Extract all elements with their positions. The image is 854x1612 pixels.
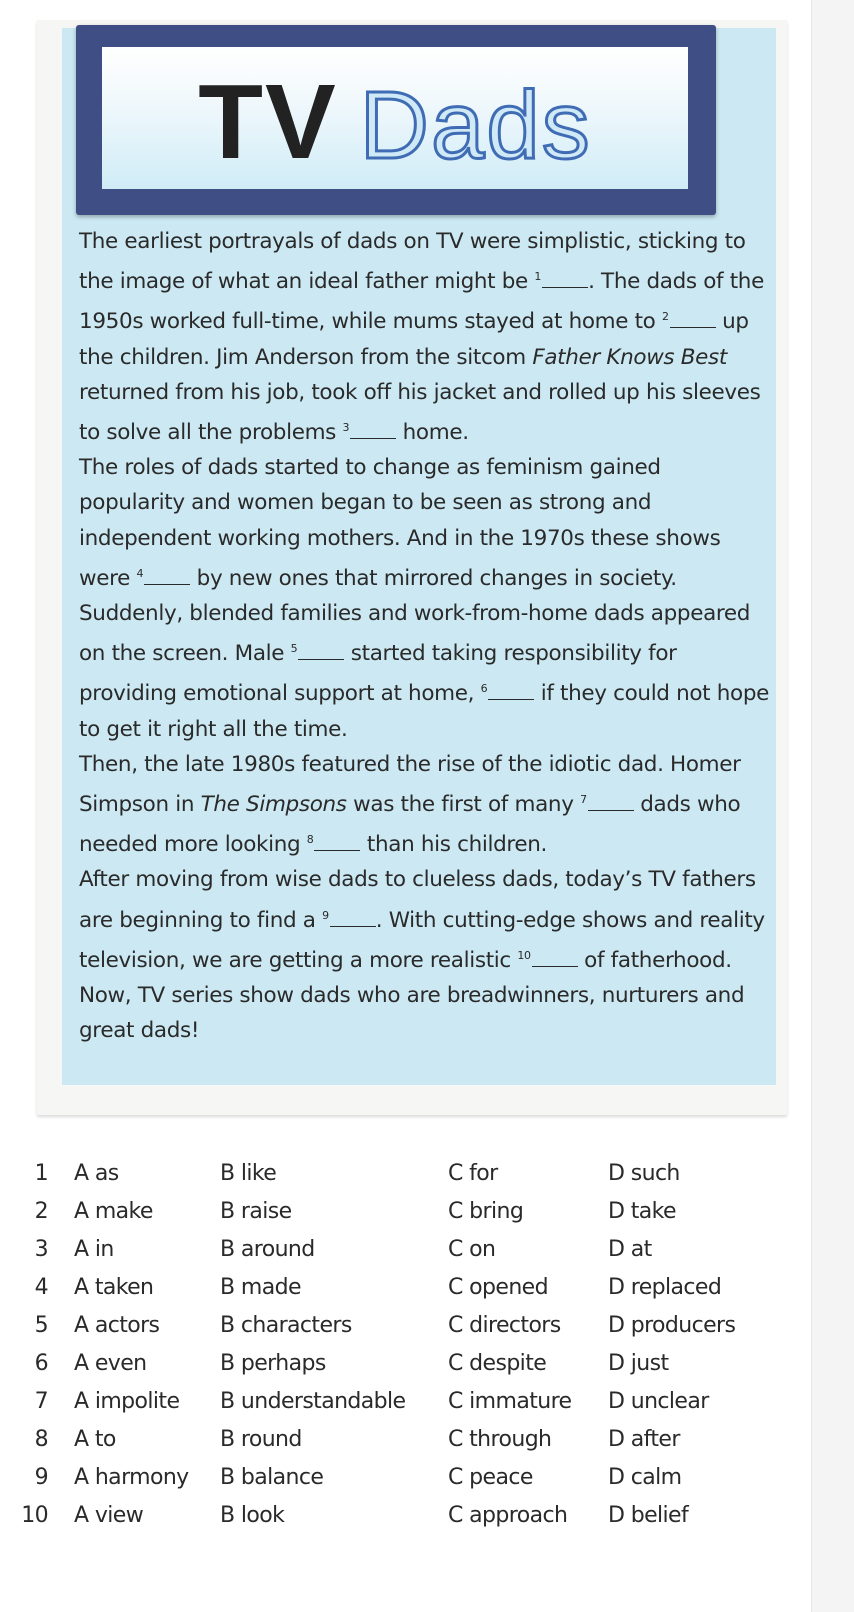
question-number: 4	[34, 1275, 48, 1300]
text-span: Then, the late 1980s featured the rise of the idiotic dad. Homer Simpson in	[79, 751, 741, 818]
option-d[interactable]: D such	[608, 1161, 680, 1186]
text-span: After moving from wise dads to clueless dads, today’s TV fathers are beginning to find a	[79, 867, 756, 933]
text-span: if they could not hope to get it right all the time.	[79, 681, 769, 742]
option-d[interactable]: D unclear	[608, 1389, 709, 1414]
question-number: 8	[34, 1427, 48, 1452]
show-title: Father Knows Best	[532, 344, 727, 370]
text-span: started taking responsibility for providing emotional support at home,	[79, 641, 677, 707]
option-b[interactable]: B around	[220, 1237, 315, 1262]
gap-number: 9	[322, 908, 329, 922]
option-d[interactable]: D at	[608, 1237, 652, 1262]
option-c[interactable]: C immature	[448, 1389, 572, 1414]
gap-number: 5	[290, 642, 298, 656]
question-number: 5	[34, 1313, 48, 1338]
gap-blank[interactable]	[542, 267, 588, 288]
show-title: The Simpsons	[200, 792, 347, 818]
question-number: 3	[34, 1237, 48, 1262]
gap-number: 8	[306, 833, 314, 847]
text-span: home.	[402, 420, 469, 446]
option-b[interactable]: B characters	[220, 1313, 352, 1338]
paragraph-4	[79, 862, 769, 1048]
gap-number: 2	[661, 310, 669, 324]
option-a[interactable]: A even	[74, 1351, 147, 1376]
gap-blank[interactable]	[350, 418, 396, 439]
gap-blank[interactable]	[532, 946, 578, 967]
option-b[interactable]: B round	[220, 1427, 302, 1452]
text-span: of fatherhood. Now, TV series show dads who are breadwinners, nurturers and great dads!	[79, 947, 745, 1044]
text-span: dads who needed more looking	[79, 792, 741, 858]
option-a[interactable]: A to	[74, 1427, 116, 1452]
text-span: returned from his job, took off his jacket and rolled up his sleeves to solve all the problems	[79, 379, 761, 446]
option-b[interactable]: B made	[220, 1275, 301, 1300]
option-d[interactable]: D belief	[608, 1503, 689, 1528]
option-c[interactable]: C for	[448, 1161, 498, 1186]
option-b[interactable]: B balance	[220, 1465, 324, 1490]
paragraph-2	[79, 450, 769, 747]
gap-blank[interactable]	[144, 564, 190, 585]
paragraph-1	[79, 224, 769, 450]
text-span: . With cutting-edge shows and reality television, we are getting a more realistic	[79, 907, 765, 973]
option-d[interactable]: D producers	[608, 1313, 736, 1338]
text-span: . The dads of the 1950s worked full-time, while mums stayed at home to	[79, 269, 764, 335]
option-c[interactable]: C on	[448, 1237, 496, 1262]
option-b[interactable]: B understandable	[220, 1389, 406, 1414]
option-a[interactable]: A make	[74, 1199, 153, 1224]
option-b[interactable]: B look	[220, 1503, 285, 1528]
article-body	[79, 224, 769, 1048]
gap-number: 1	[534, 270, 542, 284]
option-b[interactable]: B raise	[220, 1199, 292, 1224]
option-a[interactable]: A actors	[74, 1313, 160, 1338]
option-d[interactable]: D after	[608, 1427, 680, 1452]
option-a[interactable]: A taken	[74, 1275, 154, 1300]
gap-blank[interactable]	[330, 906, 376, 927]
gap-blank[interactable]	[314, 830, 360, 851]
option-b[interactable]: B like	[220, 1161, 277, 1186]
gap-number: 6	[480, 682, 488, 696]
option-a[interactable]: A harmony	[74, 1465, 189, 1490]
question-number: 7	[34, 1389, 48, 1414]
option-c[interactable]: C bring	[448, 1199, 524, 1224]
question-number: 6	[34, 1351, 48, 1376]
paragraph-3	[79, 747, 769, 863]
option-c[interactable]: C through	[448, 1427, 552, 1452]
gap-blank[interactable]	[670, 307, 716, 328]
gap-blank[interactable]	[488, 679, 534, 700]
option-d[interactable]: D take	[608, 1199, 676, 1224]
question-number: 2	[34, 1199, 48, 1224]
option-c[interactable]: C despite	[448, 1351, 547, 1376]
option-c[interactable]: C opened	[448, 1275, 548, 1300]
option-b[interactable]: B perhaps	[220, 1351, 326, 1376]
gap-blank[interactable]	[298, 639, 344, 660]
option-a[interactable]: A in	[74, 1237, 114, 1262]
option-c[interactable]: C approach	[448, 1503, 568, 1528]
option-c[interactable]: C directors	[448, 1313, 561, 1338]
question-number: 9	[34, 1465, 48, 1490]
gap-number: 10	[517, 948, 531, 962]
title-part-tv: TV	[198, 63, 338, 181]
gap-number: 3	[342, 421, 350, 435]
title-banner	[102, 47, 688, 189]
question-number: 1	[34, 1161, 48, 1186]
option-d[interactable]: D just	[608, 1351, 669, 1376]
text-span: by new ones that mirrored changes in society. Suddenly, blended families and work-from-home dads appeared on the screen. Male	[79, 565, 751, 667]
option-a[interactable]: A as	[74, 1161, 119, 1186]
option-c[interactable]: C peace	[448, 1465, 533, 1490]
option-a[interactable]: A view	[74, 1503, 144, 1528]
text-span: The earliest portrayals of dads on TV were simplistic, sticking to the image of what an ideal father might be	[79, 229, 746, 295]
gap-number: 7	[580, 793, 587, 807]
gap-blank[interactable]	[588, 790, 634, 811]
text-span: up the children. Jim Anderson from the sitcom	[79, 309, 749, 370]
text-span: than his children.	[366, 832, 548, 858]
question-number: 10	[21, 1503, 48, 1528]
page-edge-strip	[811, 0, 854, 1612]
title-part-dads: Dads	[359, 72, 592, 179]
text-span: was the first of many	[353, 792, 574, 818]
gap-number: 4	[136, 566, 144, 580]
option-a[interactable]: A impolite	[74, 1389, 180, 1414]
option-d[interactable]: D calm	[608, 1465, 682, 1490]
text-span: The roles of dads started to change as feminism gained popularity and women began to be seen as strong and independent working mothers. And in the 1970s these shows were	[79, 455, 721, 591]
option-d[interactable]: D replaced	[608, 1275, 722, 1300]
